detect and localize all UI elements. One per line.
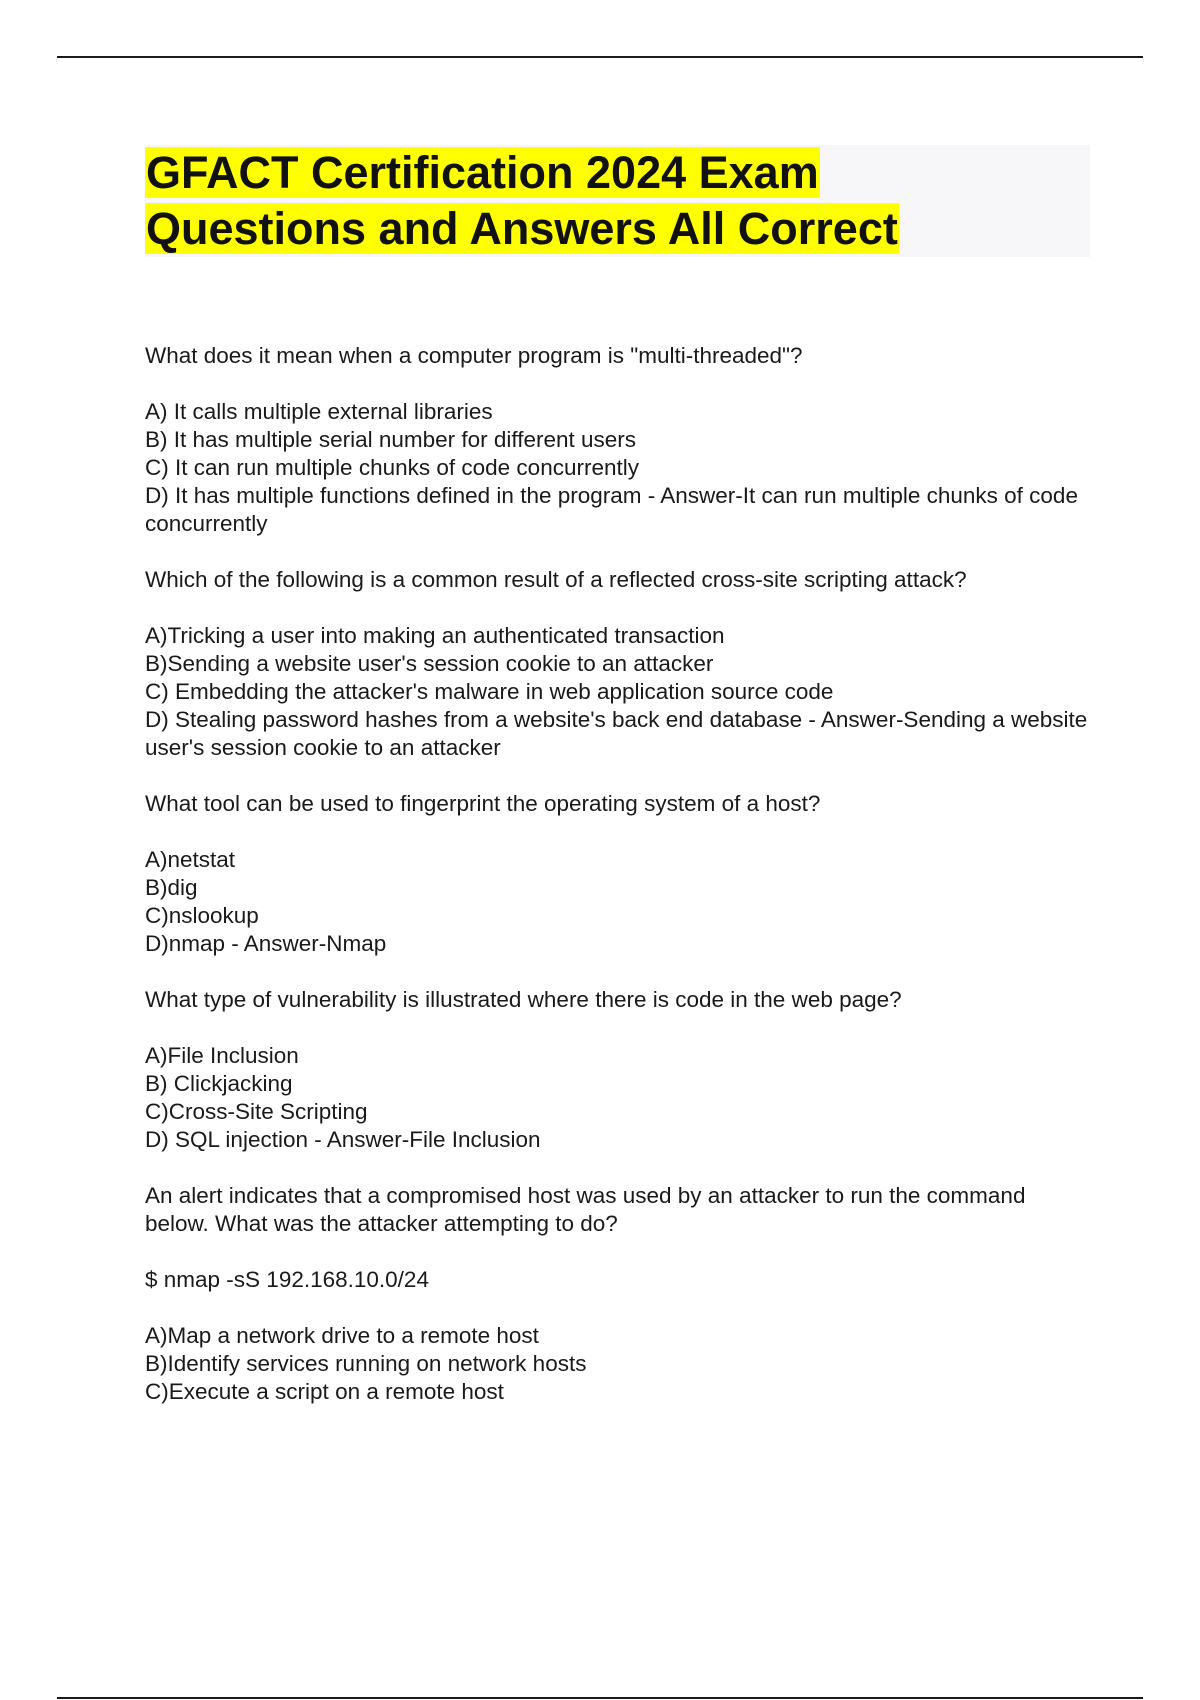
option-b: B)dig bbox=[145, 875, 198, 900]
option-d-with-answer: D) SQL injection - Answer-File Inclusion bbox=[145, 1127, 541, 1152]
option-a: A)netstat bbox=[145, 847, 236, 872]
option-d-with-answer: D) Stealing password hashes from a website's back end database - Answer-Sending a website user's session cookie to an attacker bbox=[145, 707, 1088, 760]
question-item-3 bbox=[145, 790, 1090, 958]
command-line: $ nmap -sS 192.168.10.0/24 bbox=[145, 1267, 429, 1292]
option-d-with-answer: D) It has multiple functions defined in the program - Answer-It can run multiple chunks of code concurrently bbox=[145, 483, 1078, 536]
option-c: C)Cross-Site Scripting bbox=[145, 1099, 368, 1124]
question-item-2 bbox=[145, 566, 1090, 762]
option-c: C)nslookup bbox=[145, 903, 259, 928]
document-title bbox=[145, 145, 1090, 257]
option-b: B)Identify services running on network hosts bbox=[145, 1351, 587, 1376]
option-b: B) It has multiple serial number for different users bbox=[145, 427, 637, 452]
title-line-1: GFACT Certification 2024 Exam bbox=[146, 147, 819, 198]
question-item-5 bbox=[145, 1182, 1090, 1406]
option-a: A)File Inclusion bbox=[145, 1043, 299, 1068]
option-a: A) It calls multiple external libraries bbox=[145, 399, 493, 424]
option-c: C) It can run multiple chunks of code concurrently bbox=[145, 455, 639, 480]
title-line-2: Questions and Answers All Correct bbox=[146, 203, 898, 254]
option-b: B)Sending a website user's session cookie to an attacker bbox=[145, 651, 714, 676]
question-text: What tool can be used to fingerprint the operating system of a host? bbox=[145, 791, 821, 816]
question-item-1 bbox=[145, 342, 1090, 538]
option-a: A)Tricking a user into making an authenticated transaction bbox=[145, 623, 725, 648]
option-d-with-answer: D)nmap - Answer-Nmap bbox=[145, 931, 387, 956]
question-text: Which of the following is a common result of a reflected cross-site scripting attack? bbox=[145, 567, 967, 592]
option-c: C)Execute a script on a remote host bbox=[145, 1379, 504, 1404]
option-a: A)Map a network drive to a remote host bbox=[145, 1323, 539, 1348]
question-text: What type of vulnerability is illustrated where there is code in the web page? bbox=[145, 987, 902, 1012]
question-text: What does it mean when a computer program is "multi-threaded"? bbox=[145, 343, 803, 368]
option-c: C) Embedding the attacker's malware in web application source code bbox=[145, 679, 834, 704]
question-item-4 bbox=[145, 986, 1090, 1154]
top-rule bbox=[57, 56, 1143, 58]
question-text: An alert indicates that a compromised host was used by an attacker to run the command below. What was the attacker attempting to do? bbox=[145, 1183, 1026, 1236]
document-page bbox=[145, 145, 1090, 1434]
bottom-rule bbox=[57, 1697, 1143, 1699]
title-block bbox=[145, 145, 1090, 257]
question-list bbox=[145, 342, 1090, 1406]
option-b: B) Clickjacking bbox=[145, 1071, 293, 1096]
